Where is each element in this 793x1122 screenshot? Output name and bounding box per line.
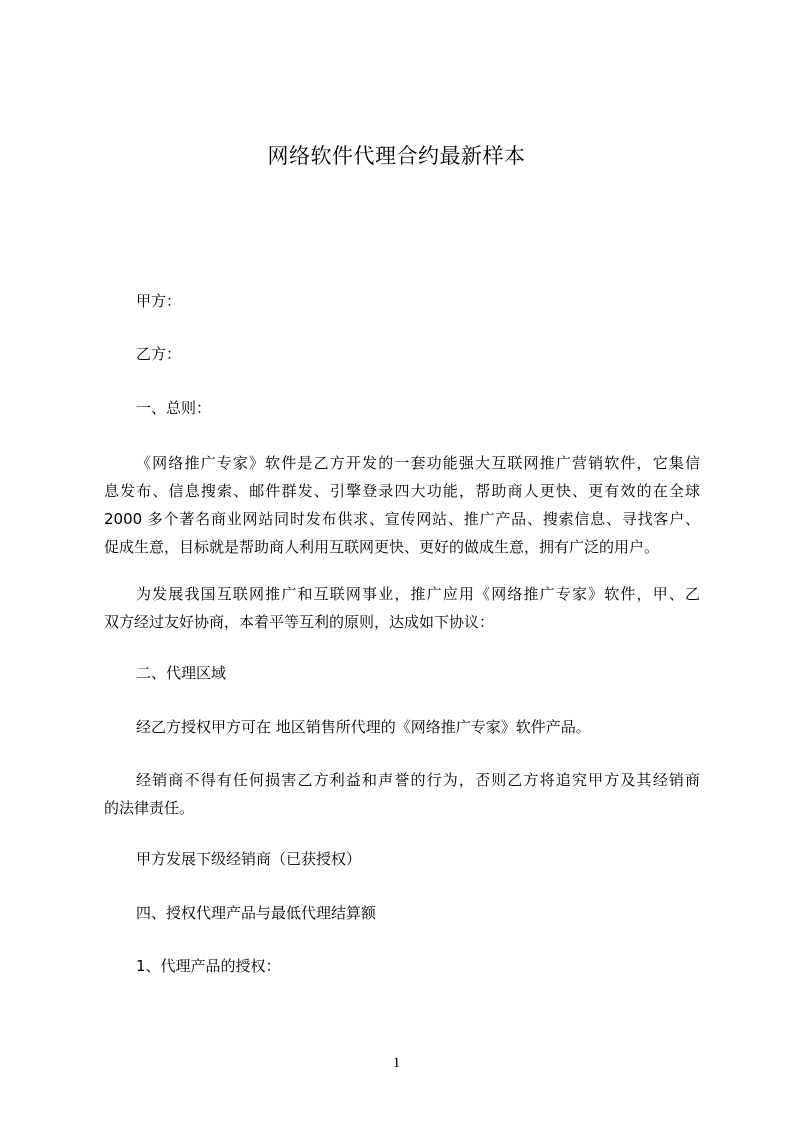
page-number: 1 (392, 1055, 401, 1071)
sub-dealer-paragraph: 甲方发展下级经销商（已获授权） (136, 850, 362, 868)
paragraph-line: 促成生意，目标就是帮助商人利用互联网更快、更好的做成生意，拥有广泛的用户。 (104, 538, 660, 556)
paragraph-line: 经销商不得有任何损害乙方利益和声誉的行为，否则乙方将追究甲方及其经销商 (136, 771, 700, 789)
section-1-heading: 一、总则： (136, 399, 212, 417)
document-title: 网络软件代理合约最新样本 (267, 144, 526, 168)
paragraph-line: 息发布、信息搜索、邮件群发、引擎登录四大功能，帮助商人更快、更有效的在全球 (104, 482, 700, 500)
item-1-heading: 1、代理产品的授权： (136, 957, 281, 975)
paragraph-line: 2000 多个著名商业网站同时发布供求、宣传网站、推广产品、搜索信息、寻找客户、 (104, 510, 700, 528)
paragraph-line: 双方经过友好协商，本着平等互利的原则，达成如下协议： (104, 613, 495, 631)
dealer-paragraph (104, 766, 700, 822)
party-b-label: 乙方： (136, 345, 182, 363)
purpose-paragraph (104, 580, 700, 636)
paragraph-line: 为发展我国互联网推广和互联网事业，推广应用《网络推广专家》软件，甲、乙 (136, 585, 700, 603)
party-a-label: 甲方： (136, 292, 182, 310)
territory-paragraph: 经乙方授权甲方可在 地区销售所代理的《网络推广专家》软件产品。 (136, 718, 591, 736)
section-4-heading: 四、授权代理产品与最低代理结算额 (136, 904, 377, 922)
general-paragraph (104, 449, 700, 561)
paragraph-line: 《网络推广专家》软件是乙方开发的一套功能强大互联网推广营销软件，它集信 (136, 454, 700, 472)
paragraph-line: 的法律责任。 (104, 799, 195, 817)
section-2-heading: 二、代理区域 (136, 664, 227, 682)
